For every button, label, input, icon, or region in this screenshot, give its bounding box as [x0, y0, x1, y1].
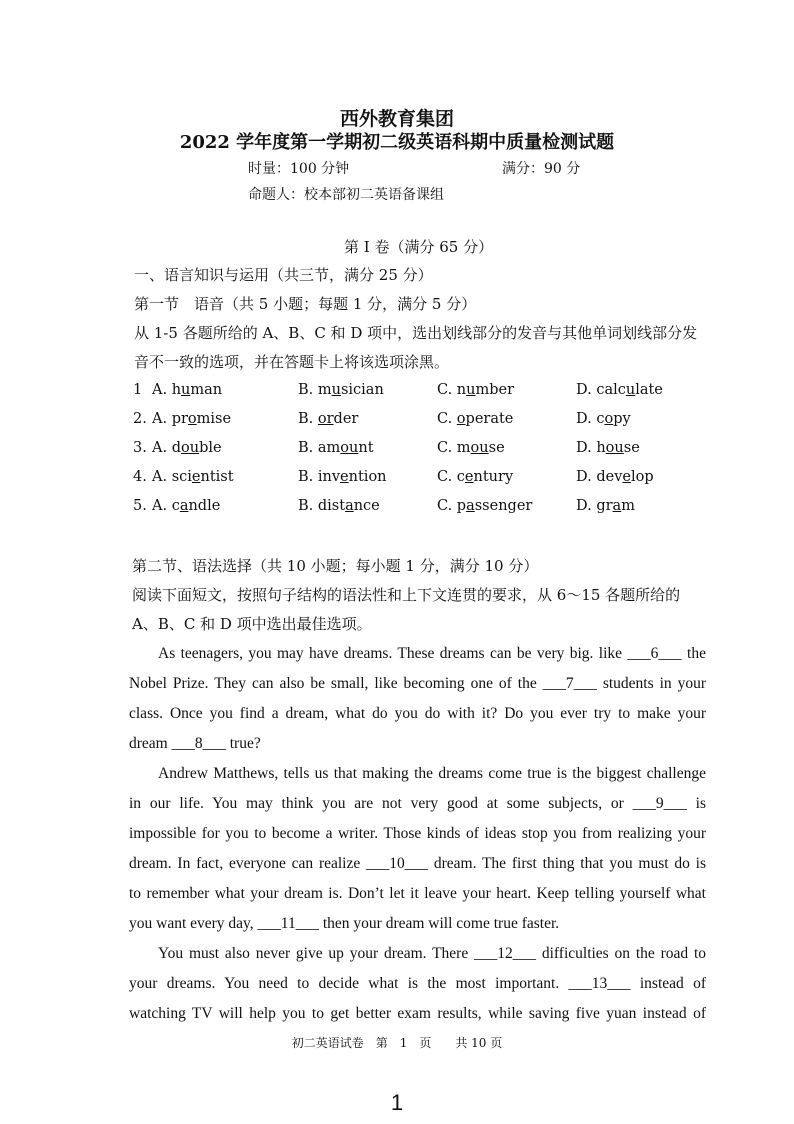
- underlined-letters: or: [317, 411, 334, 427]
- answer-option: A. candle: [152, 498, 221, 514]
- answer-option: B. distance: [298, 498, 380, 514]
- question-number: 5.: [133, 498, 147, 514]
- answer-option: C. passenger: [437, 498, 533, 514]
- passage-line: Andrew Matthews, tells us that making the dreams come true is the biggest challenge: [158, 765, 706, 782]
- passage-line: Nobel Prize. They can also be small, like becoming one of the ___7___ students in your: [129, 675, 706, 692]
- passage-line: class. Once you find a dream, what do you do with it? Do you ever try to make your: [129, 705, 706, 722]
- author-label: 命题人：校本部初二英语备课组: [248, 187, 444, 203]
- answer-option: D. calculate: [576, 382, 663, 398]
- answer-option: A. human: [152, 382, 223, 398]
- answer-option: C. mouse: [437, 440, 505, 456]
- passage-line: to remember what your dream is. Don’t let it leave your heart. Keep telling yourself what: [129, 885, 706, 902]
- answer-option: B. order: [298, 411, 359, 427]
- answer-option: D. develop: [576, 469, 654, 485]
- passage-line: dream. In fact, everyone can realize ___10___ dream. The first thing that you must do is: [129, 855, 706, 872]
- underlined-letters: u: [331, 382, 341, 398]
- question-number: 3.: [133, 440, 147, 456]
- answer-option: A. double: [152, 440, 222, 456]
- part1-title: 一、语言知识与运用（共三节，满分 25 分）: [134, 266, 433, 284]
- volume-title: 第 I 卷（满分 65 分）: [344, 238, 494, 256]
- underlined-letters: e: [340, 469, 349, 485]
- section1-title: 第一节 语音（共 5 小题；每题 1 分，满分 5 分）: [134, 295, 477, 313]
- underlined-letters: o: [604, 411, 614, 427]
- passage-line: impossible for you to become a writer. Those kinds of ideas stop you from realizing your: [129, 825, 706, 842]
- underlined-letters: a: [466, 498, 475, 514]
- section2-title: 第二节、语法选择（共 10 小题；每小题 1 分，满分 10 分）: [132, 557, 539, 575]
- underlined-letters: e: [191, 469, 201, 485]
- underlined-letters: e: [464, 469, 474, 485]
- section2-instruction-2: A、B、C 和 D 项中选出最佳选项。: [132, 615, 372, 633]
- exam-title: 2022 学年度第一学期初二级英语科期中质量检测试题: [179, 132, 615, 153]
- score-label: 满分：90 分: [502, 161, 581, 177]
- answer-option: D. house: [576, 440, 640, 456]
- page-footer: 初二英语试卷 第 1 页 共 10 页: [291, 1036, 503, 1050]
- org-title: 西外教育集团: [339, 108, 454, 130]
- section1-instruction-1: 从 1-5 各题所给的 A、B、C 和 D 项中，选出划线部分的发音与其他单词划线部分发: [134, 324, 698, 342]
- question-number: 4.: [133, 469, 147, 485]
- underlined-letters: ou: [605, 440, 624, 456]
- underlined-letters: u: [625, 382, 636, 398]
- answer-option: B. musician: [298, 382, 384, 398]
- passage-line: in our life. You may think you are not very good at some subjects, or ___9___ is: [129, 795, 706, 812]
- passage-line: dream ___8___ true?: [129, 735, 261, 752]
- passage-line: watching TV will help you to get better exam results, while saving five yuan instead of: [129, 1005, 706, 1022]
- answer-option: C. number: [437, 382, 515, 398]
- page-number: 1: [390, 1090, 404, 1115]
- answer-option: D. copy: [576, 411, 631, 427]
- underlined-letters: u: [466, 382, 476, 398]
- section1-instruction-2: 音不一致的选项，并在答题卡上将该选项涂黑。: [134, 353, 450, 371]
- underlined-letters: ou: [340, 440, 359, 456]
- passage-line: you want every day, ___11___ then your dream will come true faster.: [129, 915, 560, 932]
- answer-option: A. scientist: [152, 469, 234, 485]
- underlined-letters: u: [181, 382, 191, 398]
- answer-option: C. century: [437, 469, 514, 485]
- underlined-letters: a: [345, 498, 354, 514]
- underlined-letters: o: [456, 411, 466, 427]
- underlined-letters: e: [622, 469, 631, 485]
- answer-option: D. gram: [576, 498, 635, 514]
- section2-instruction-1: 阅读下面短文，按照句子结构的语法性和上下文连贯的要求，从 6～15 各题所给的: [132, 586, 681, 604]
- answer-option: C. operate: [437, 411, 514, 427]
- answer-option: A. promise: [152, 411, 232, 427]
- underlined-letters: a: [179, 498, 189, 514]
- passage-line: You must also never give up your dream. There ___12___ difficulties on the road to: [158, 945, 706, 962]
- underlined-letters: ou: [470, 440, 489, 456]
- answer-option: B. amount: [298, 440, 374, 456]
- answer-option: B. invention: [298, 469, 387, 485]
- underlined-letters: a: [612, 498, 622, 514]
- question-number: 1: [133, 382, 143, 398]
- question-number: 2.: [133, 411, 147, 427]
- passage-line: your dreams. You need to decide what is the most important. ___13___ instead of: [129, 975, 706, 992]
- passage-line: As teenagers, you may have dreams. These dreams can be very big. like ___6___ the: [158, 645, 706, 662]
- underlined-letters: o: [187, 411, 197, 427]
- time-label: 时量：100 分钟: [248, 161, 350, 177]
- underlined-letters: ou: [180, 440, 200, 456]
